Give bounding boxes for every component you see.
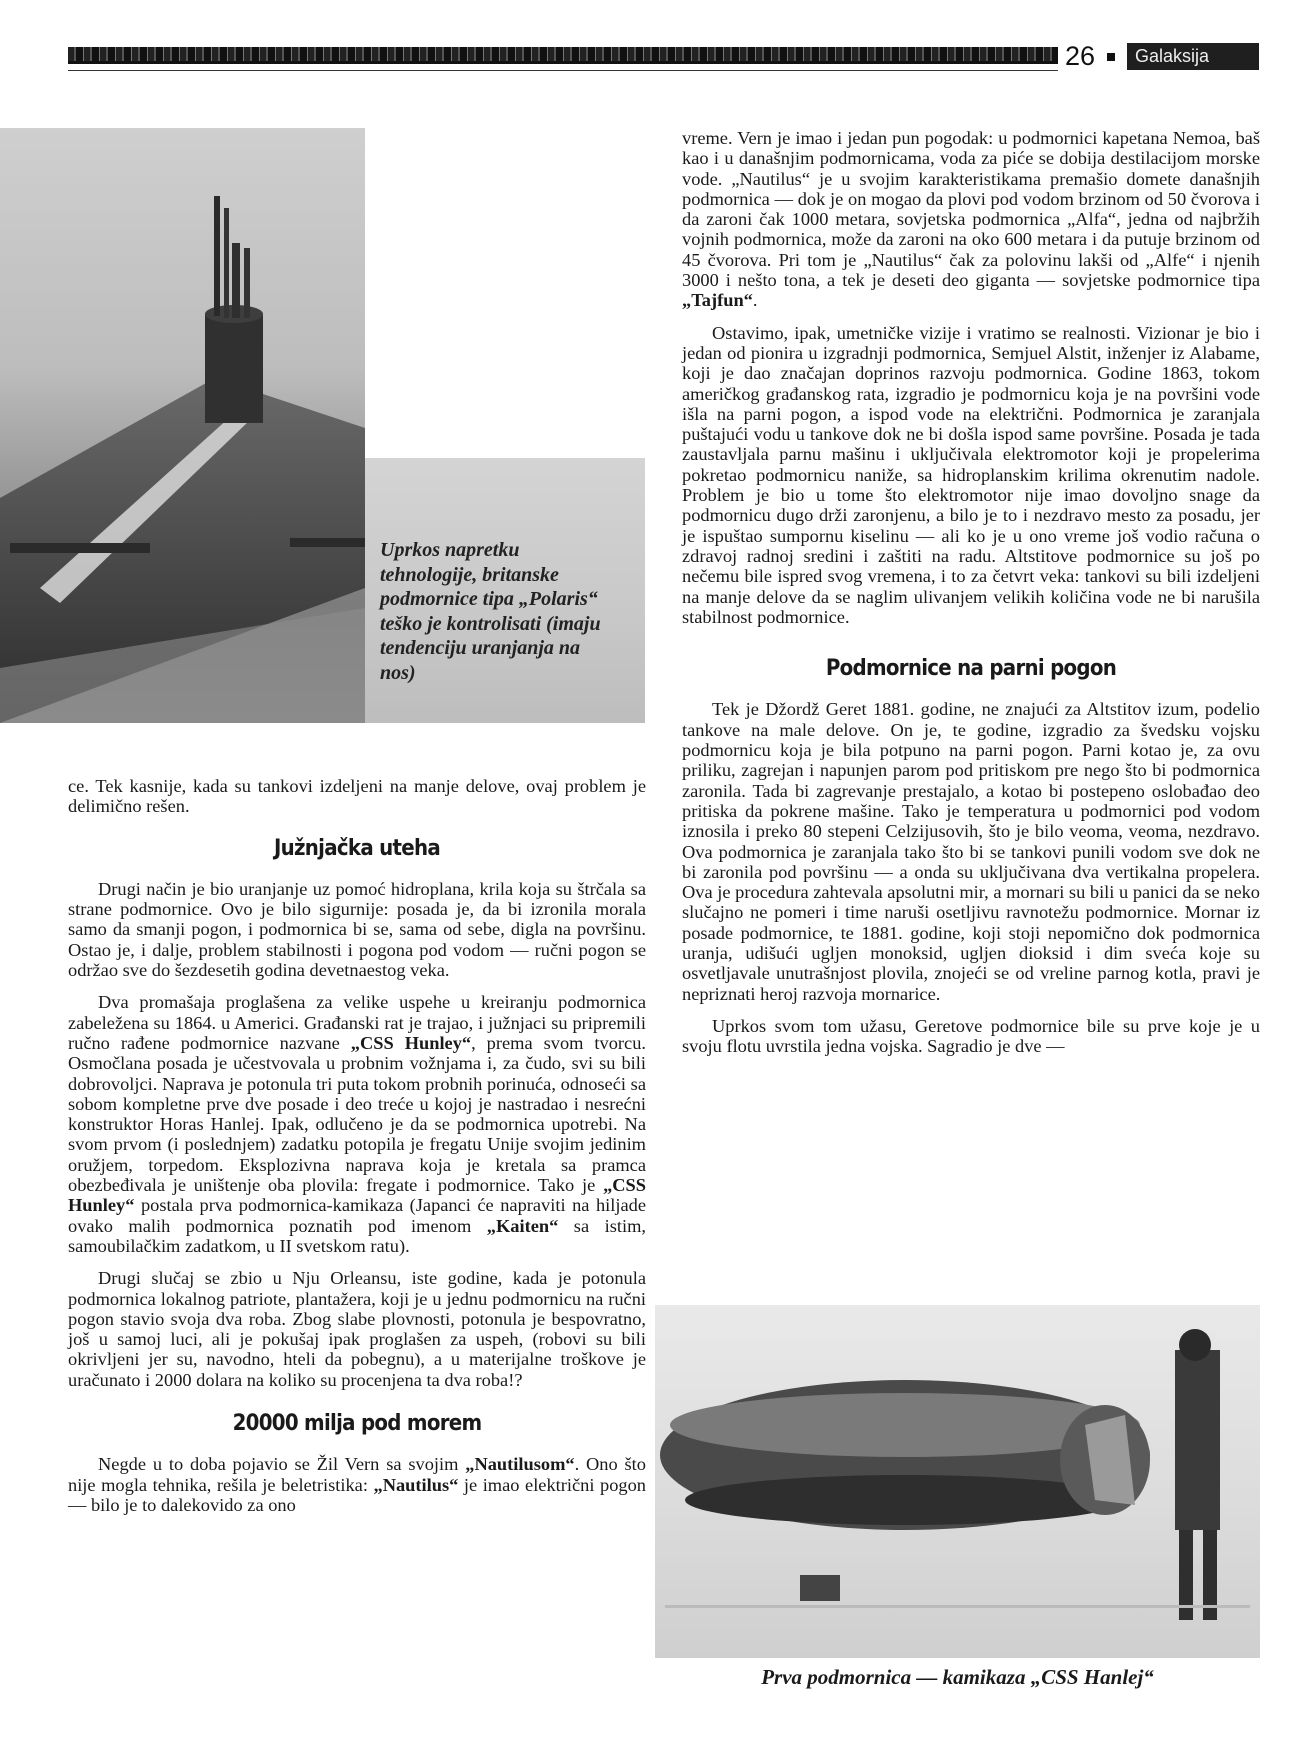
left-paragraph-1: Drugi način je bio uranjanje uz pomoć hidroplana, krila koja su štrčala sa strane podmornice. Ovo je bilo sigurnije: posada je, da bi izronila morala samo da smanji pogon, i podmornica bi se, sama od sebe, digla na površinu. Ostao je, i dalje, problem stabilnosti i pogona pod vodom — ručni pogon se održao sve do šezdesetih godina devetnaestog veka.: [68, 878, 646, 981]
polaris-submarine-illustration: [0, 128, 365, 723]
left-paragraph-3: Drugi slučaj se zbio u Nju Orleansu, iste godine, kada je potonula podmornica lokalnog patriote, plantažera, koji je u jednu podmornicu na ručni pogon stavio svoja dva roba. Zbog slabe plovnosti, potonula je bespovratno, još u samoj luci, ali je pokušaj ipak proglašen za uspeh, (robovi su bili okrivljeni jer su, navodno, hteli da pobegnu), a u materijalne troškove je uračunato i 2000 dolara na koliko su procenjena ta dva roba!?: [68, 1268, 646, 1390]
magazine-label: Galaksija: [1127, 43, 1259, 70]
left-column: [68, 776, 646, 1515]
right-column: [682, 128, 1260, 1056]
polaris-submarine-photo: [0, 128, 365, 723]
hunley-caption: Prva podmornica — kamikaza „CSS Hanlej“: [761, 1665, 1154, 1689]
heading-juznjacka-uteha: Južnjačka uteha: [273, 835, 441, 861]
left-paragraph-0: ce. Tek kasnije, kada su tankovi izdeljeni na manje delove, ovaj problem je delimično rešen.: [68, 776, 646, 817]
heading-parni-pogon: Podmornice na parni pogon: [825, 656, 1117, 682]
right-paragraph-2: Ostavimo, ipak, umetničke vizije i vratimo se realnosti. Vizionar je bio i jedan od pionira u izgradnji podmornica, Semjuel Alstit, inženjer iz Alabame, koji je dao značajan doprinos razvoju podmornica. Godine 1863, tokom američkog građanskog rata, izgradio je podmornicu koja je na površini vode išla na parni pogon, a ispod vode na električni. Podmornica je zaranjala puštajući vodu u tankove dok ne bi došla ispod same površine. Posada je tada zaustavljala parnu mašinu i uključivala elektromotor koji je propelerima pokretao podmornicu naniže, sa hidroplanskim krilima okrenutim nadole. Problem je bio u tome što elektromotor nije imao dovoljno snage da podmornicu dugo drži zaronjenu, a bilo je to i nezdravo mesto za posadu, jer je ispuštao sumpornu kiselinu — ali ko je u ono vreme još vodio računa o zdravoj radnoj sredini i zaštiti na radu. Altstitove podmornice su još po nečemu bile ispred svog vremena, i to za četvrt veka: tankovi su bili izdeljeni na manje delove da se naglim ulivanjem velikih količina vode ne bi narušila stabilnost podmornice.: [682, 322, 1260, 627]
header-bar: [68, 47, 1058, 64]
polaris-caption: Uprkos napretku tehnologije, britanske podmornice tipa „Polaris“ teško je kontrolisati (imaju tendenciju uranjanja na nos): [380, 539, 601, 684]
right-paragraph-1: vreme. Vern je imao i jedan pun pogodak: u podmornici kapetana Nemoa, baš kao i u današnjim podmornicama, voda za piće se dobija destilacijom morske vode. „Nautilus“ je u svojim karakteristikama premašio domete današnjih podmornica — dok je on mogao da plovi pod vodom brzinom od 50 čvorova i da zaroni čak 1000 metara, sovjetska podmornica „Alfa“, jedna od najbržih vojnih podmornica, može da zaroni na oko 600 metara i da putuje brzinom od 45 čvorova. Pri tom je „Nautilus“ čak za polovinu lakši od „Alfe“ i njenih 3000 i nešto tona, a tek je deseti deo giganta — sovjetske podmornice tipa „Tajfun“.: [682, 128, 1260, 311]
hunley-submarine-photo: [655, 1305, 1260, 1658]
left-paragraph-4: Negde u to doba pojavio se Žil Vern sa svojim „Nautilusom“. Ono što nije mogla tehnika, rešila je beletristika: „Nautilus“ je imao električni pogon — bilo je to dalekovido za ono: [68, 1454, 646, 1515]
page-number: 26: [1065, 41, 1096, 71]
separator-dot: [1107, 53, 1115, 61]
left-paragraph-2: Dva promašaja proglašena za velike uspehe u kreiranju podmornica zabeležena su 1864. u Americi. Građanski rat je trajao, i južnjaci su pripremili ručno rađene podmornice nazvane „CSS Hunley“, prema svom tvorcu. Osmočlana posada je učestvovala u probnim vožnjama i, za čudo, svi su bili dobrovoljci. Naprava je potonula tri puta tokom probnih porinuća, odnoseći sa sobom kompletne prve dve posade i deo treće u kojoj je nastradao i nesrećni konstruktor Horas Hanlej. Ipak, odlučeno je da se podmornica upotrebi. Na svom prvom (i poslednjem) zadatku potopila je fregatu Unije svojim jedinim oružjem, torpedom. Eksplozivna naprava koja je kretala sa pramca obezbeđivala je uništenje oba plovila: fregate i podmornice. Tako je „CSS Hunley“ postala prva podmornica-kamikaza (Japanci će napraviti na hiljade ovako malih podmornica poznatih pod imenom „Kaiten“ sa istim, samoubilačkim zadatkom, u II svetskom ratu).: [68, 992, 647, 1256]
hunley-submarine-illustration: [655, 1305, 1260, 1658]
right-paragraph-4: Uprkos svom tom užasu, Geretove podmornice bile su prve koje je u svoju flotu uvrstila jedna vojska. Sagradio je dve —: [682, 1015, 1260, 1057]
heading-20000-milja: 20000 milja pod morem: [232, 1411, 482, 1437]
header-rule: [68, 70, 1058, 71]
right-paragraph-3: Tek je Džordž Geret 1881. godine, ne znajući za Altstitov izum, podelio tankove na male delove. On je, te godine, izgradio za švedsku vojsku podmornicu koja je bila potpuno na parni pogon. Parni kotao je, za ovu priliku, zagrejan i napunjen parom pod pritiskom pre nego što bi podmornica zaronila. Tada bi zagrevanje prestajalo, a kotao bi postepeno oslobađao deo pritiska da pokrene mašine. Tako je temperatura u podmornici pod vodom iznosila i preko 80 stepeni Celzijusovih, što je bilo veoma, veoma, nezdravo. Ova podmornica je zaranjala tako što bi se tankovi punili vodom sve dok ne bi zaronila pod površinu — a onda su uključivana dva vertikalna propelera. Ova je procedura zahtevala apsolutni mir, a mornari su bili u panici da se neko slučajno ne pomeri i time naruši osetljivu ravnotežu podmornice. Mornar iz posade podmornice, te 1881. godine, koji stoji nepomično dok podmornica uranja, udišući ugljen monoksid, ugljen dioksid i dim sveća koje su osvetljavale unutrašnjost plovila, znojeći se od vreline parnog kotla, pravi je nepriznati heroj razvoja mornarice.: [682, 699, 1260, 1004]
